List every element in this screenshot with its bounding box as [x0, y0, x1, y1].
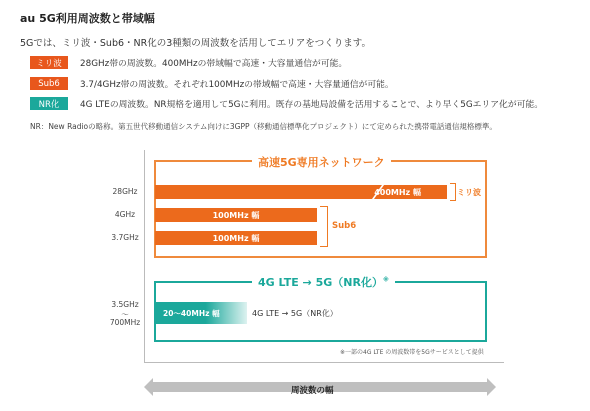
nr-footnote: NR：New Radioの略称。第五世代移動通信システム向けに3GPP（移動通信標準化プロジェクト）にて定められた携帯電話通信規格標準。 [30, 122, 497, 131]
page-title: au 5G利用周波数と帯域幅 [20, 12, 155, 25]
intro-text: 5Gでは、ミリ波・Sub6・NR化の3種類の周波数を活用してエリアをつくります。 [20, 38, 372, 49]
y-axis-line [144, 150, 145, 363]
label-sub6: Sub6 [332, 221, 357, 231]
bar-mmw-slant [372, 185, 447, 199]
freq-label-28ghz: 28GHz [112, 187, 138, 196]
freq-label-700mhz: 700MHz [109, 318, 141, 327]
type-desc-sub6: 3.7/4GHz帯の周波数。それぞれ100MHzの帯域幅で高速・大容量通信が可能。 [80, 80, 394, 90]
freq-label-tilde: ～ [121, 310, 129, 319]
bar-sub6-4ghz-label: 100MHz 幅 [212, 210, 260, 220]
bar-sub6-37ghz [155, 231, 317, 245]
note-4g: ※一部の4G LTE の周波数帯を5Gサービスとして提供 [340, 349, 484, 356]
bracket-mmw [450, 183, 456, 201]
freq-label-4ghz: 4GHz [114, 210, 136, 219]
freq-label-37ghz: 3.7GHz [111, 233, 139, 242]
bar-4g-label: 20～40MHz 幅 [163, 308, 220, 318]
bracket-sub6 [320, 206, 328, 247]
bar-4g [155, 302, 247, 324]
x-axis-line [144, 362, 504, 363]
box-5g-title: 高速5G専用ネットワーク [252, 154, 391, 170]
tag-sub6: Sub6 [30, 77, 68, 90]
label-mmw: ミリ波 [457, 188, 481, 197]
x-axis-label: 周波数の幅 [291, 386, 334, 396]
bar-sub6-37ghz-label: 100MHz 幅 [212, 233, 260, 243]
box-4g-title [252, 274, 395, 290]
box-4g-title-mark: ※ [382, 276, 389, 284]
tag-mmw: ミリ波 [30, 56, 68, 69]
type-desc-nr: 4G LTEの周波数。NR規格を適用して5Gに利用。既存の基地局設備を活用することで、より早く5Gエリア化が可能。 [80, 100, 544, 110]
tag-nr: NR化 [30, 97, 68, 110]
bar-mmw-label: 400MHz 幅 [374, 187, 421, 197]
text-4g-to-5g: 4G LTE → 5G（NR化） [252, 309, 338, 318]
box-4g-title-text: 4G LTE → 5G（NR化） [258, 276, 383, 289]
freq-label-35ghz: 3.5GHz [111, 300, 139, 309]
type-desc-mmw: 28GHz帯の周波数。400MHzの帯域幅で高速・大容量通信が可能。 [80, 59, 348, 69]
bar-sub6-4ghz [155, 208, 317, 222]
